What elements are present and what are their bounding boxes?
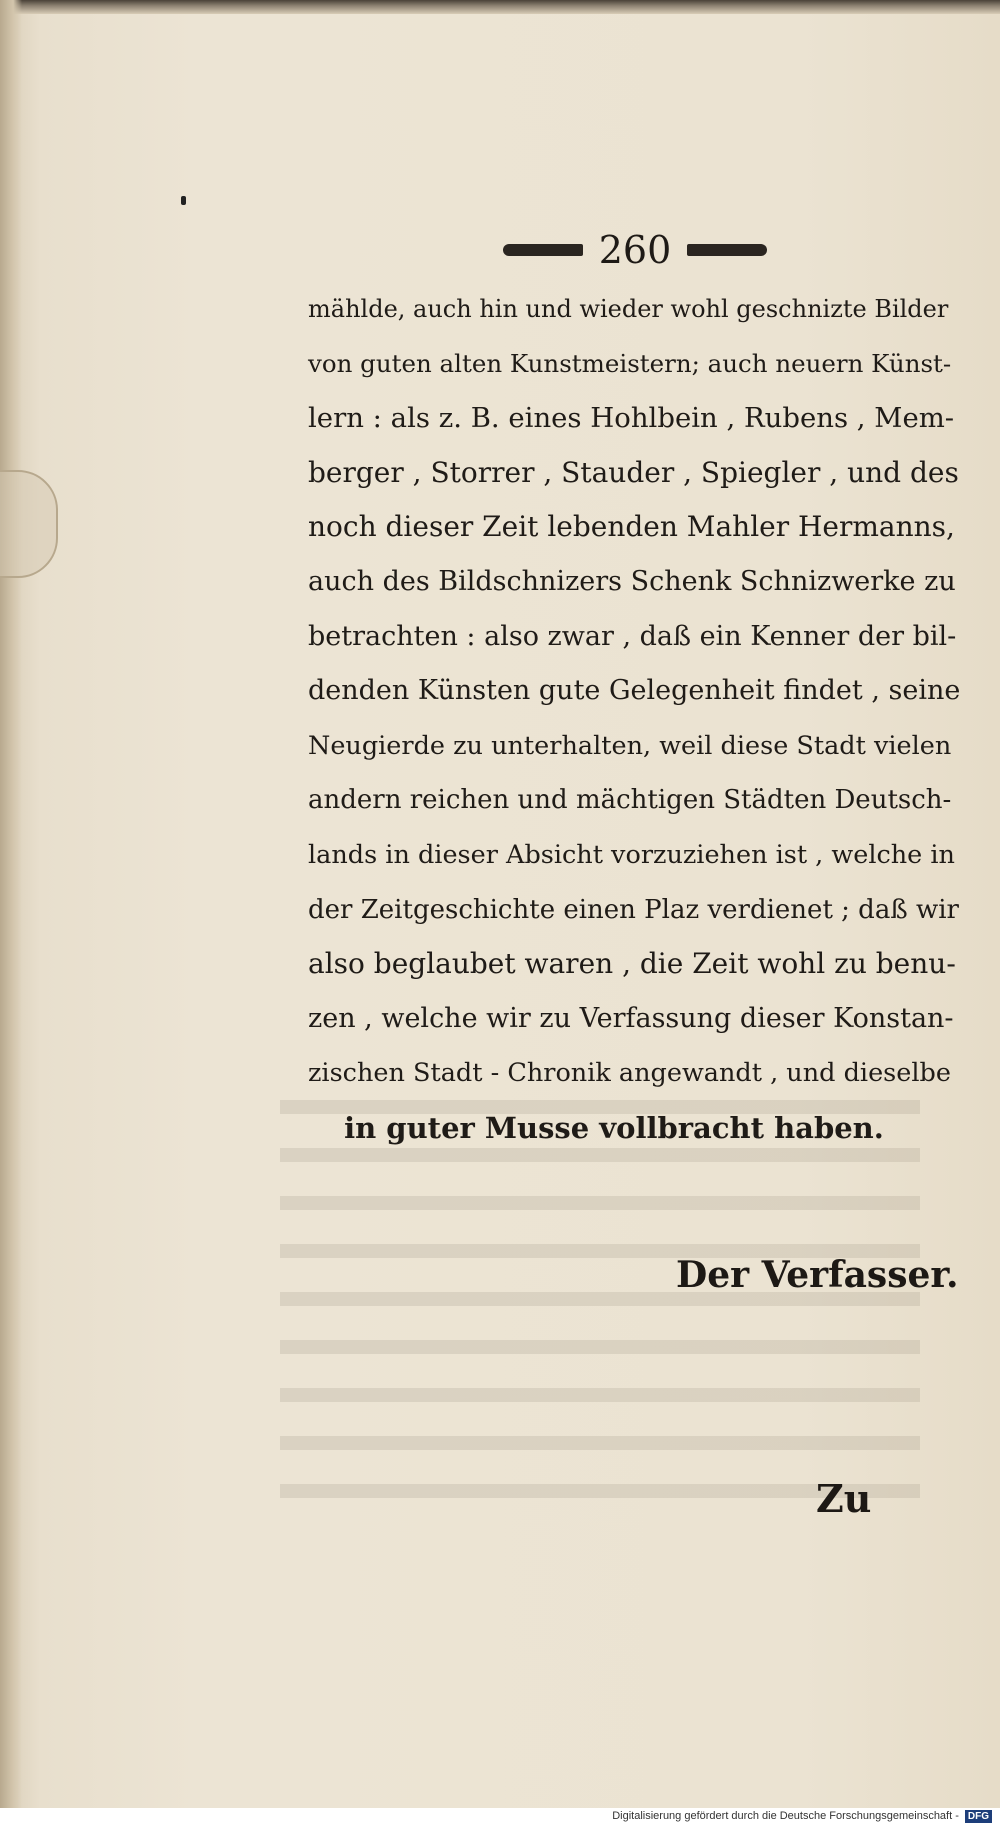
page-tab-marker xyxy=(0,470,58,578)
text-line: betrachten : also zwar , daß ein Kenner der bil- xyxy=(308,620,957,652)
page-binding-edge xyxy=(0,0,22,1808)
body-text xyxy=(308,282,960,1156)
dfg-logo-icon: DFG xyxy=(965,1810,992,1823)
text-line: berger , Storrer , Stauder , Spiegler , und des xyxy=(308,455,959,489)
ornament-right-icon xyxy=(687,244,767,256)
page-header xyxy=(470,228,800,272)
text-line: auch des Bildschnizers Schenk Schnizwerke zu xyxy=(308,565,956,597)
text-line: lern : als z. B. eines Hohlbein , Rubens , Mem- xyxy=(308,402,955,435)
ink-spot xyxy=(181,196,186,205)
show-through-text xyxy=(280,1100,920,1520)
text-line: zen , welche wir zu Verfassung dieser Konstan- xyxy=(308,1002,954,1034)
text-line: zischen Stadt - Chronik angewandt , und dieselbe xyxy=(308,1058,951,1089)
ornament-left-icon xyxy=(503,244,583,256)
text-line: noch dieser Zeit lebenden Mahler Hermanns, xyxy=(308,510,955,544)
page-top-edge xyxy=(0,0,1000,14)
signature: Der Verfasser. xyxy=(676,1254,959,1296)
catchword: Zu xyxy=(816,1476,872,1521)
text-line: mählde, auch hin und wieder wohl geschnizte Bilder xyxy=(308,295,949,323)
text-line: der Zeitgeschichte einen Plaz verdienet ; daß wir xyxy=(308,894,959,925)
footer-credit: Digitalisierung gefördert durch die Deutsche Forschungsgemeinschaft - xyxy=(612,1810,959,1822)
text-line: lands in dieser Absicht vorzuziehen ist , welche in xyxy=(308,839,955,870)
text-line: andern reichen und mächtigen Städten Deutsch- xyxy=(308,785,952,816)
text-line: Neugierde zu unterhalten, weil diese Stadt vielen xyxy=(308,730,952,761)
text-line: denden Künsten gute Gelegenheit findet , seine xyxy=(308,675,961,707)
page-number: 260 xyxy=(598,228,672,272)
text-line: von guten alten Kunstmeistern; auch neuern Künst- xyxy=(308,348,952,378)
footer-bar xyxy=(0,1808,1000,1824)
closing-line: in guter Musse vollbracht haben. xyxy=(344,1110,884,1145)
text-line: also beglaubet waren , die Zeit wohl zu benu- xyxy=(308,947,956,981)
